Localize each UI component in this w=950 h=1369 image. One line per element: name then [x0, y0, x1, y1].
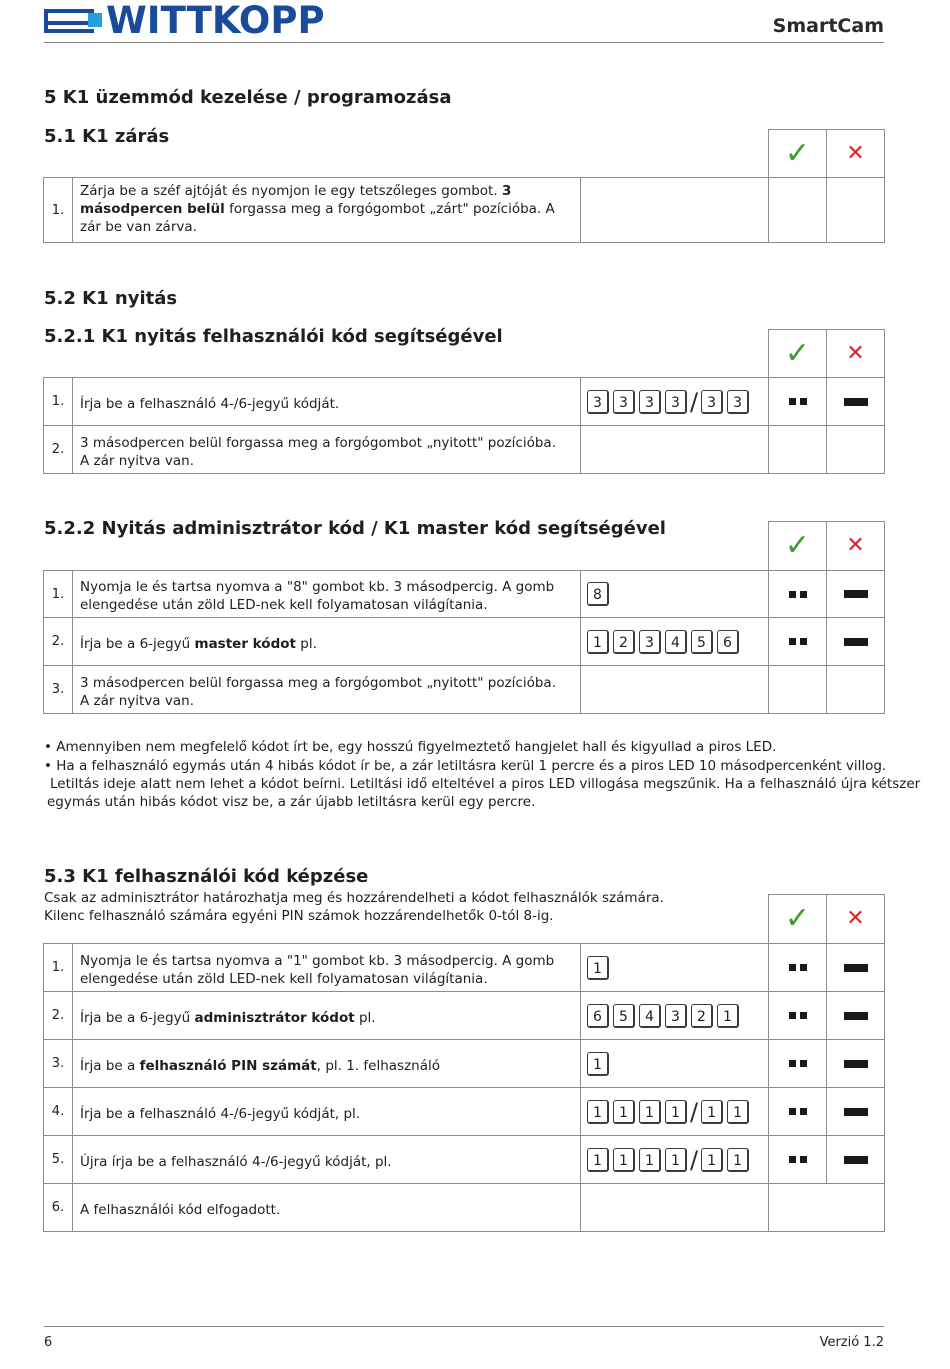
- section-5-2-2-title: 5.2.2 Nyitás adminisztrátor kód / K1 master kód segítségével: [44, 518, 666, 539]
- keys-cell: [581, 571, 769, 617]
- keys-cell: [581, 992, 769, 1039]
- key-icon: 1: [665, 1100, 687, 1124]
- table-row: [43, 177, 885, 243]
- steady-led-icon: [844, 1108, 868, 1116]
- keys-cell: [581, 1040, 769, 1087]
- key-icon: 1: [665, 1148, 687, 1172]
- key-icon: 8: [587, 582, 609, 606]
- logo-text: WITTKOPP: [106, 0, 325, 42]
- row-text: Írja be a felhasználó 4-/6-jegyű kódját.: [73, 378, 581, 425]
- fail-cell: [827, 618, 884, 665]
- section-5-2-title: 5.2 K1 nyitás: [44, 288, 178, 309]
- footer-divider: [44, 1326, 884, 1327]
- row-number: 4.: [44, 1088, 73, 1135]
- keys-cell: [581, 666, 769, 713]
- steady-led-icon: [844, 590, 868, 598]
- row-number: 6.: [44, 1184, 73, 1231]
- row-text: 3 másodpercen belül forgassa meg a forgógombot „nyitott" pozícióba. A zár nyitva van.: [73, 426, 581, 473]
- row-number: 1.: [44, 378, 73, 425]
- ok-cell: [769, 178, 827, 242]
- check-icon: ✓: [784, 135, 811, 171]
- key-icon: 1: [717, 1004, 739, 1028]
- blink-led-icon: [789, 1156, 807, 1163]
- key-icon: 3: [665, 1004, 687, 1028]
- key-icon: 1: [587, 956, 609, 980]
- row-number: 2.: [44, 426, 73, 473]
- fail-cell: [827, 1136, 884, 1183]
- section-5-2-1-title: 5.2.1 K1 nyitás felhasználói kód segítségével: [44, 326, 503, 347]
- blink-led-icon: [789, 398, 807, 405]
- fail-cell: [827, 426, 884, 473]
- blink-led-icon: [789, 591, 807, 598]
- table-row: [43, 943, 885, 992]
- key-icon: 5: [691, 630, 713, 654]
- fail-cell: [827, 666, 884, 713]
- key-icon: 1: [587, 1100, 609, 1124]
- key-icon: 1: [639, 1148, 661, 1172]
- row-number: 5.: [44, 1136, 73, 1183]
- key-icon: 1: [727, 1148, 749, 1172]
- cross-icon: ✕: [846, 340, 865, 366]
- fail-cell: [827, 571, 884, 617]
- table-5-2-1: [43, 329, 885, 474]
- ok-cell: [769, 1088, 827, 1135]
- key-icon: 3: [587, 390, 609, 414]
- cross-icon: ✕: [846, 533, 865, 558]
- row-number: 3.: [44, 1040, 73, 1087]
- note-line: egymás után hibás kódot visz be, a zár újabb letiltásra kerül egy percre.: [47, 794, 536, 810]
- note-line: • Amennyiben nem megfelelő kódot írt be, egy hosszú figyelmeztető hangjelet hall és kigyullad a piros LED.: [44, 739, 777, 755]
- result-header: [768, 894, 885, 943]
- steady-led-icon: [844, 1060, 868, 1068]
- table-row: [43, 425, 885, 474]
- blink-led-icon: [789, 1012, 807, 1019]
- table-5-3: [43, 894, 885, 1232]
- key-icon: 6: [717, 630, 739, 654]
- keys-cell: [581, 178, 769, 242]
- key-icon: 5: [613, 1004, 635, 1028]
- key-icon: 4: [665, 630, 687, 654]
- ok-cell: [769, 618, 827, 665]
- cross-icon: ✕: [846, 140, 865, 166]
- fail-cell: [827, 178, 884, 242]
- ok-cell: [769, 1136, 827, 1183]
- slash-separator: /: [690, 387, 699, 416]
- table-row: [43, 1087, 885, 1136]
- table-row: [43, 1135, 885, 1184]
- fail-cell: [827, 1040, 884, 1087]
- row-text: Zárja be a széf ajtóját és nyomjon le egy tetszőleges gombot. 3 másodpercen belül forgassa meg a forgógombot „zárt" pozícióba. A zár be van zárva.: [73, 178, 581, 242]
- key-icon: 3: [665, 390, 687, 414]
- check-icon: ✓: [784, 901, 811, 936]
- result-header: [768, 329, 885, 377]
- table-5-2-2: [43, 521, 885, 714]
- blink-led-icon: [789, 638, 807, 645]
- key-icon: 2: [691, 1004, 713, 1028]
- blink-led-icon: [789, 1060, 807, 1067]
- key-icon: 3: [701, 390, 723, 414]
- keys-cell: [581, 1184, 769, 1231]
- row-number: 2.: [44, 618, 73, 665]
- section-5-title: 5 K1 üzemmód kezelése / programozása: [44, 87, 452, 108]
- result-header: [768, 129, 885, 177]
- wittkopp-logo: [44, 0, 325, 42]
- key-icon: 1: [701, 1148, 723, 1172]
- steady-led-icon: [844, 1156, 868, 1164]
- fail-cell: [827, 1088, 884, 1135]
- key-icon: 4: [639, 1004, 661, 1028]
- key-icon: 1: [587, 1052, 609, 1076]
- blink-led-icon: [789, 964, 807, 971]
- intro-line: Kilenc felhasználó számára egyéni PIN számok hozzárendelhetők 0-tól 8-ig.: [44, 908, 554, 924]
- keys-cell: [581, 944, 769, 991]
- version-label: Verzió 1.2: [819, 1335, 884, 1350]
- key-icon: 1: [613, 1100, 635, 1124]
- key-icon: 1: [587, 630, 609, 654]
- header-divider: [44, 42, 884, 43]
- row-text: Írja be a 6-jegyű master kódot pl.: [73, 618, 581, 665]
- ok-cell: [769, 426, 827, 473]
- product-name: SmartCam: [772, 15, 884, 37]
- key-icon: 2: [613, 630, 635, 654]
- row-number: 3.: [44, 666, 73, 713]
- table-row: [43, 617, 885, 666]
- row-number: 1.: [44, 178, 73, 242]
- fail-cell: [827, 992, 884, 1039]
- cross-icon: ✕: [846, 906, 865, 931]
- steady-led-icon: [844, 964, 868, 972]
- slash-separator: /: [690, 1145, 699, 1174]
- table-row: [43, 377, 885, 426]
- table-5-1: [43, 129, 885, 243]
- ok-cell: [769, 944, 827, 991]
- row-text: 3 másodpercen belül forgassa meg a forgógombot „nyitott" pozícióba. A zár nyitva van.: [73, 666, 581, 713]
- table-row: [43, 1183, 885, 1232]
- key-icon: 6: [587, 1004, 609, 1028]
- keys-cell: [581, 378, 769, 425]
- result-header: [768, 521, 885, 570]
- row-text: Nyomja le és tartsa nyomva a "1" gombot kb. 3 másodpercig. A gomb elengedése után zöld LED-nek kell folyamatosan világítania.: [73, 944, 581, 991]
- table-row: [43, 570, 885, 618]
- key-icon: 1: [587, 1148, 609, 1172]
- keys-cell: [581, 426, 769, 473]
- ok-cell: [769, 666, 827, 713]
- row-number: 1.: [44, 571, 73, 617]
- row-text: Írja be a felhasználó 4-/6-jegyű kódját, pl.: [73, 1088, 581, 1135]
- row-text: A felhasználói kód elfogadott.: [73, 1184, 581, 1231]
- keys-cell: [581, 618, 769, 665]
- ok-cell: [769, 992, 827, 1039]
- ok-cell: [769, 571, 827, 617]
- key-icon: 3: [613, 390, 635, 414]
- check-icon: ✓: [784, 528, 811, 563]
- key-icon: 1: [613, 1148, 635, 1172]
- note-line: • Ha a felhasználó egymás után 4 hibás kódot ír be, a zár letiltásra kerül 1 percre és a piros LED 10 másodpercenként villog.: [44, 758, 887, 774]
- key-icon: 1: [639, 1100, 661, 1124]
- key-icon: 3: [639, 630, 661, 654]
- page-number: 6: [44, 1335, 53, 1350]
- key-icon: 1: [701, 1100, 723, 1124]
- logo-mark-icon: [44, 7, 104, 35]
- section-5-3-title: 5.3 K1 felhasználói kód képzése: [44, 866, 369, 887]
- row-number: 1.: [44, 944, 73, 991]
- key-icon: 3: [639, 390, 661, 414]
- table-row: [43, 665, 885, 714]
- fail-cell: [827, 378, 884, 425]
- ok-cell: [769, 378, 827, 425]
- row-text: Újra írja be a felhasználó 4-/6-jegyű kódját, pl.: [73, 1136, 581, 1183]
- blink-led-icon: [789, 1108, 807, 1115]
- steady-led-icon: [844, 398, 868, 406]
- key-icon: 3: [727, 390, 749, 414]
- section-5-1-title: 5.1 K1 zárás: [44, 126, 170, 147]
- row-text: Nyomja le és tartsa nyomva a "8" gombot kb. 3 másodpercig. A gomb elengedése után zöld LED-nek kell folyamatosan világítania.: [73, 571, 581, 617]
- row-text: Írja be a felhasználó PIN számát, pl. 1. felhasználó: [73, 1040, 581, 1087]
- keys-cell: [581, 1088, 769, 1135]
- ok-cell: [769, 1040, 827, 1087]
- table-row: [43, 1039, 885, 1088]
- key-icon: 1: [727, 1100, 749, 1124]
- check-icon: ✓: [784, 335, 811, 371]
- row-number: 2.: [44, 992, 73, 1039]
- table-row: [43, 991, 885, 1040]
- steady-led-icon: [844, 638, 868, 646]
- intro-line: Csak az adminisztrátor határozhatja meg és hozzárendelheti a kódot felhasználók számára.: [44, 890, 664, 906]
- row-text: Írja be a 6-jegyű adminisztrátor kódot pl.: [73, 992, 581, 1039]
- slash-separator: /: [690, 1097, 699, 1126]
- steady-led-icon: [844, 1012, 868, 1020]
- ok-cell: [769, 1184, 827, 1231]
- fail-cell: [827, 944, 884, 991]
- note-line: Letiltás ideje alatt nem lehet a kódot beírni. Letiltási idő elteltével a piros LED villogása megszűnik. Ha a felhasználó újra kétszer: [50, 776, 921, 792]
- keys-cell: [581, 1136, 769, 1183]
